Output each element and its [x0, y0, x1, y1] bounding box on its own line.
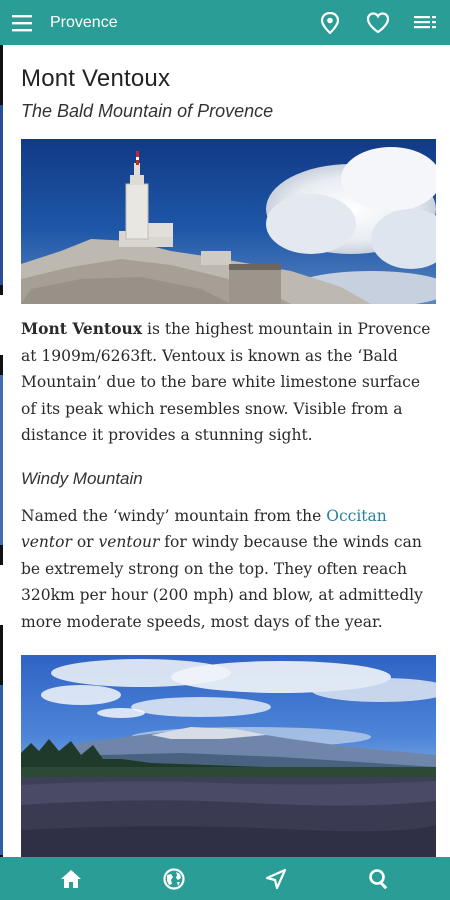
map-button[interactable]: [306, 0, 354, 45]
windy-text-3: or: [71, 533, 99, 551]
mont-ventoux-summit-image: [21, 139, 436, 304]
intro-text: is the highest mountain in Provence at 1909m/6263ft. Ventoux is known as the ‘Bald Mountain’ due to the bare white limestone surface of its peak which resembles snow. Visible from a distance it provides a stunning sight.: [21, 320, 431, 444]
bottom-navigation: [0, 857, 450, 900]
navigate-button[interactable]: [248, 857, 304, 900]
intro-bold-term: Mont Ventoux: [21, 319, 143, 338]
list-icon: [414, 14, 438, 32]
navigation-arrow-icon: [265, 868, 287, 890]
intro-paragraph: [21, 316, 436, 449]
search-button[interactable]: [351, 857, 407, 900]
heart-icon: [366, 12, 390, 34]
home-button[interactable]: [43, 857, 99, 900]
globe-icon: [163, 868, 185, 890]
menu-icon: [12, 14, 34, 32]
article-subtitle: The Bald Mountain of Provence: [21, 101, 274, 121]
search-icon: [368, 868, 390, 890]
windy-text-1: Named the ‘windy’ mountain from the: [21, 506, 327, 525]
windy-text-4: for windy because the winds can be extremely strong on the top. They often reach 320km per hour (200 mph) and blow, at admittedly more moderate speeds, most days of the year.: [21, 533, 423, 631]
adjacent-page-edge: [0, 45, 3, 857]
explore-button[interactable]: [146, 857, 202, 900]
lavender-field-image: [21, 655, 436, 865]
windy-italic-ventour: ventour: [98, 533, 160, 551]
location-pin-icon: [320, 12, 340, 34]
list-button[interactable]: [402, 0, 450, 45]
menu-button[interactable]: [0, 0, 46, 45]
windy-italic-ventor: ventor: [21, 533, 72, 551]
windy-paragraph: [21, 503, 436, 636]
favorites-button[interactable]: [354, 0, 402, 45]
home-icon: [60, 869, 82, 889]
article-content: [21, 45, 436, 865]
app-title: Provence: [50, 13, 118, 31]
article-title: Mont Ventoux: [21, 65, 171, 92]
section-heading: Windy Mountain: [21, 468, 143, 488]
top-app-bar: [0, 0, 450, 45]
occitan-link[interactable]: Occitan: [326, 506, 387, 525]
